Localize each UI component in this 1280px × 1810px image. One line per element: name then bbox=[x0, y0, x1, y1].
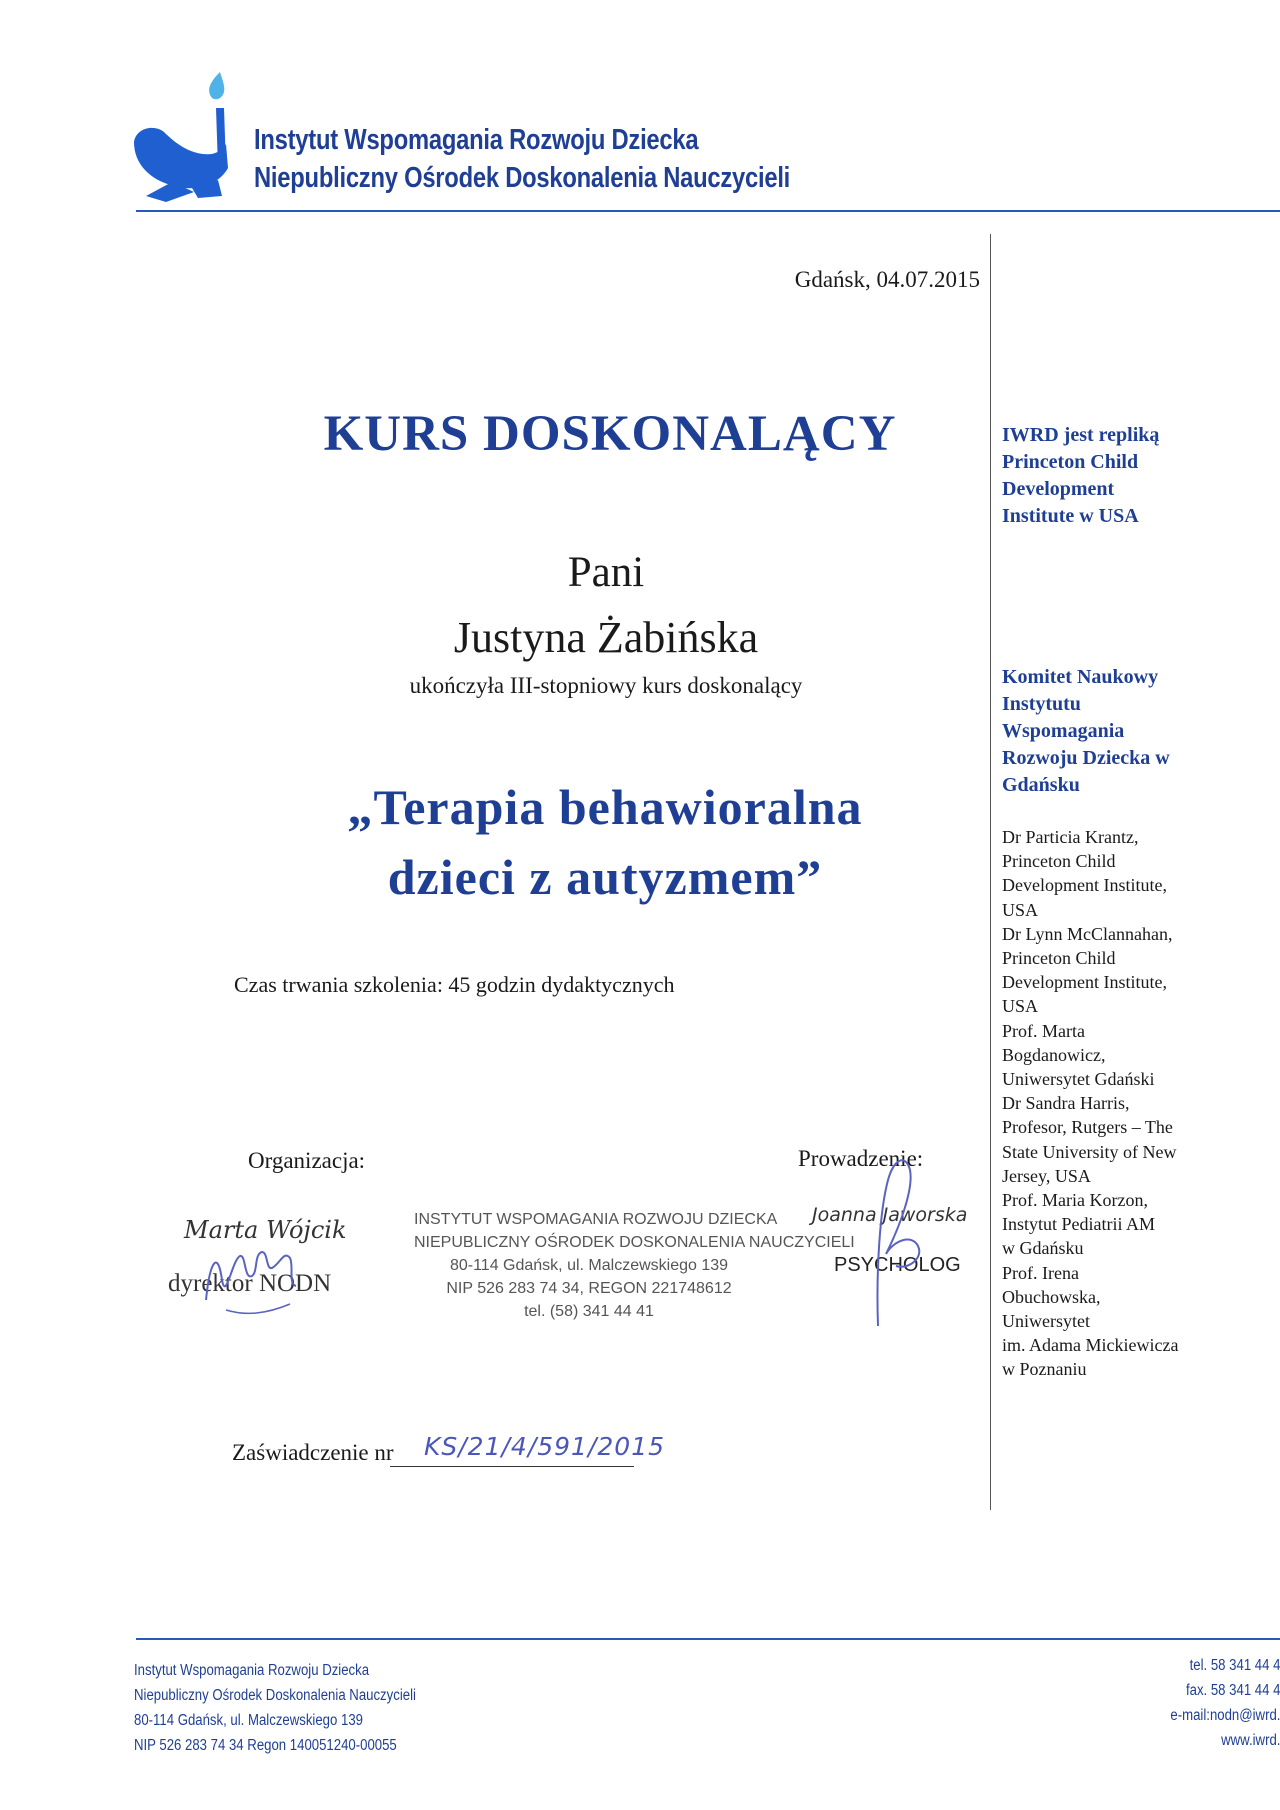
footer-address bbox=[134, 1658, 416, 1758]
sidebar-text-line: Institute w USA bbox=[1002, 505, 1139, 527]
organization-label: Organizacja: bbox=[248, 1148, 366, 1173]
footer-line: Instytut Wspomagania Rozwoju Dziecka bbox=[134, 1662, 370, 1679]
footer-fax: fax. 58 341 44 4 bbox=[1185, 1682, 1280, 1699]
member-line: Dr Sandra Harris, bbox=[1002, 1093, 1130, 1114]
organizer-role: dyrektor NODN bbox=[168, 1270, 332, 1297]
member-line: w Poznaniu bbox=[1002, 1359, 1087, 1380]
member-line: Princeton Child bbox=[1002, 851, 1116, 872]
sidebar-committee-heading bbox=[1002, 664, 1272, 799]
sidebar-text-line: Gdańsku bbox=[1002, 774, 1080, 796]
institution-stamp bbox=[414, 1208, 855, 1323]
footer-email: e-mail:nodn@iwrd. bbox=[1169, 1707, 1280, 1724]
header-center-name: Niepubliczny Ośrodek Doskonalenia Nauczycieli bbox=[254, 162, 791, 194]
member-line: Dr Lynn McClannahan, bbox=[1002, 923, 1173, 944]
sidebar-text-line: Princeton Child bbox=[1002, 451, 1139, 473]
organizer-signature-icon bbox=[196, 1240, 306, 1320]
member-line: State University of New bbox=[1002, 1141, 1177, 1162]
footer-line: NIP 526 283 74 34 Regon 140051240-00055 bbox=[134, 1737, 397, 1754]
member-line: Prof. Marta bbox=[1002, 1020, 1085, 1041]
member-line: w Gdańsku bbox=[1002, 1238, 1084, 1259]
stamp-line: 80-114 Gdańsk, ul. Malczewskiego 139 bbox=[449, 1257, 729, 1274]
footer-line: Niepubliczny Ośrodek Doskonalenia Nauczycieli bbox=[134, 1687, 416, 1704]
stamp-line: INSTYTUT WSPOMAGANIA ROZWOJU DZIECKA bbox=[414, 1211, 778, 1228]
member-line: Princeton Child bbox=[1002, 948, 1116, 969]
organizer-name: Marta Wójcik bbox=[184, 1216, 347, 1244]
member-line: Uniwersytet Gdański bbox=[1002, 1069, 1155, 1090]
footer-phone: tel. 58 341 44 4 bbox=[1189, 1657, 1280, 1674]
member-line: Development Institute, bbox=[1002, 972, 1167, 993]
stamp-line: NIP 526 283 74 34, REGON 221748612 bbox=[446, 1280, 732, 1297]
member-line: Prof. Irena bbox=[1002, 1262, 1079, 1283]
certificate-number: KS/21/4/591/2015 bbox=[424, 1432, 666, 1461]
lead-name: Joanna Jaworska bbox=[812, 1204, 968, 1226]
member-line: Prof. Maria Korzon, bbox=[1002, 1190, 1148, 1211]
lead-signature-icon bbox=[858, 1150, 938, 1330]
institute-logo-icon bbox=[132, 72, 252, 204]
member-line: Profesor, Rutgers – The bbox=[1002, 1117, 1173, 1138]
stamp-line: NIEPUBLICZNY OŚRODEK DOSKONALENIA NAUCZYCIELI bbox=[414, 1234, 855, 1251]
recipient-salutation: Pani bbox=[567, 549, 645, 596]
member-line: Obuchowska, bbox=[1002, 1286, 1101, 1307]
member-line: Instytut Pediatrii AM bbox=[1002, 1214, 1155, 1235]
member-line: im. Adama Mickiewicza bbox=[1002, 1335, 1179, 1356]
footer-line: 80-114 Gdańsk, ul. Malczewskiego 139 bbox=[134, 1712, 363, 1729]
member-line: Bogdanowicz, bbox=[1002, 1044, 1106, 1065]
footer-divider bbox=[136, 1638, 1280, 1640]
member-line: Jersey, USA bbox=[1002, 1165, 1091, 1186]
certificate-number-underline bbox=[390, 1466, 634, 1467]
completion-statement: ukończyła III-stopniowy kurs doskonalący bbox=[409, 673, 803, 698]
certificate-number-label: Zaświadczenie nr bbox=[232, 1440, 394, 1465]
committee-members-list bbox=[1002, 825, 1272, 1382]
sidebar-text-line: IWRD jest repliką bbox=[1002, 424, 1160, 446]
header-divider bbox=[136, 210, 1280, 212]
course-title-line-2: dzieci z autyzmem” bbox=[387, 849, 823, 905]
member-line: Development Institute, bbox=[1002, 875, 1167, 896]
recipient-name: Justyna Żabińska bbox=[453, 613, 759, 662]
certificate-title: KURS DOSKONALĄCY bbox=[323, 406, 897, 462]
course-duration: Czas trwania szkolenia: 45 godzin dydaktycznych bbox=[234, 972, 675, 997]
sidebar-text-line: Development bbox=[1002, 478, 1115, 500]
footer-website: www.iwrd. bbox=[1220, 1732, 1280, 1749]
member-line: Dr Particia Krantz, bbox=[1002, 827, 1139, 847]
member-line: USA bbox=[1002, 996, 1039, 1017]
document-date: Gdańsk, 04.07.2015 bbox=[794, 267, 980, 292]
sidebar-text-line: Instytutu bbox=[1002, 693, 1081, 715]
stamp-line: tel. (58) 341 44 41 bbox=[524, 1303, 654, 1320]
sidebar-replica-note bbox=[1002, 422, 1272, 530]
header-institute-name: Instytut Wspomagania Rozwoju Dziecka bbox=[254, 124, 699, 156]
lead-role: PSYCHOLOG bbox=[834, 1254, 961, 1276]
footer-contact bbox=[1170, 1653, 1280, 1753]
member-line: USA bbox=[1002, 899, 1039, 920]
lead-label: Prowadzenie: bbox=[798, 1146, 924, 1171]
sidebar-text-line: Komitet Naukowy bbox=[1002, 666, 1159, 688]
sidebar-text-line: Rozwoju Dziecka w bbox=[1002, 747, 1170, 769]
course-title-line-1: „Terapia behawioralna bbox=[347, 779, 863, 835]
sidebar-text-line: Wspomagania bbox=[1002, 720, 1125, 742]
member-line: Uniwersytet bbox=[1002, 1311, 1090, 1332]
